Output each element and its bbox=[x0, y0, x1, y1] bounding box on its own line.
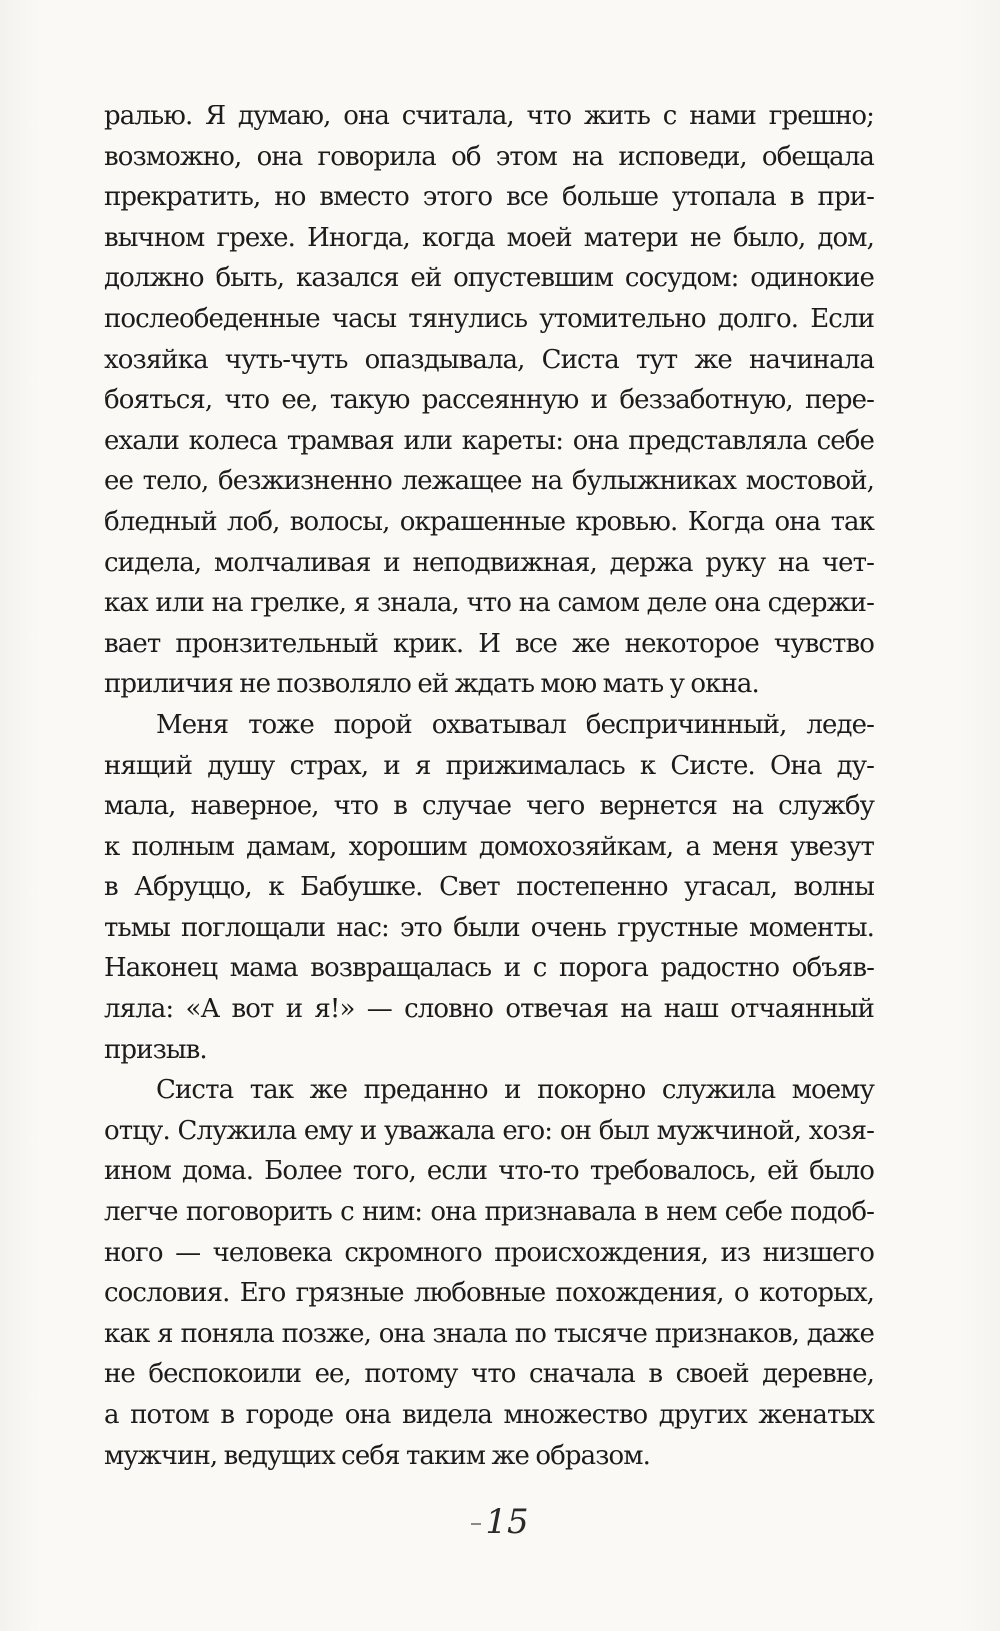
text-line: Меня тоже порой охватывал беспричинный, леде- bbox=[156, 709, 874, 740]
text-line: хозяйка чуть-чуть опаздывала, Систа тут же начинала bbox=[104, 344, 874, 375]
text-line: легче поговорить с ним: она признавала в нем себе подоб- bbox=[104, 1197, 874, 1228]
text-line: бледный лоб, волосы, окрашенные кровью. Когда она так bbox=[104, 506, 874, 537]
text-line: послеобеденные часы тянулись утомительно долго. Если bbox=[104, 303, 874, 334]
text-line: а потом в городе она видела множество других женатых bbox=[104, 1400, 874, 1430]
text-line: к полным дамам, хорошим домохозяйкам, а меня увезут bbox=[104, 831, 874, 862]
text-line: прекратить, но вместо этого все больше утопала в при- bbox=[104, 182, 874, 213]
text-line: вает пронзительный крик. И все же некоторое чувство bbox=[104, 628, 874, 659]
text-line: ее тело, безжизненно лежащее на булыжниках мостовой, bbox=[104, 466, 874, 497]
text-line: в Абруццо, к Бабушке. Свет постепенно угасал, волны bbox=[104, 872, 874, 903]
text-line: ралью. Я думаю, она считала, что жить с нами грешно; bbox=[104, 101, 874, 131]
text-line: Наконец мама возвращалась и с порога радостно объяв- bbox=[104, 953, 874, 984]
paragraph bbox=[104, 96, 874, 705]
text-line: как я поняла позже, она знала по тысяче признаков, даже bbox=[104, 1318, 874, 1349]
text-line: ного — человека скромного происхождения, из низшего bbox=[104, 1237, 874, 1268]
text-line: вычном грехе. Иногда, когда моей матери не было, дом, bbox=[104, 222, 874, 253]
body-text bbox=[104, 96, 874, 1476]
page-number-value: 15 bbox=[485, 1502, 529, 1542]
paragraph bbox=[104, 705, 874, 1070]
text-line: сидела, молчаливая и неподвижная, держа руку на чет- bbox=[104, 547, 874, 578]
text-line: приличия не позволяло ей ждать мою мать у окна. bbox=[104, 669, 759, 700]
text-line: возможно, она говорила об этом на исповеди, обещала bbox=[104, 141, 874, 172]
page-number bbox=[0, 1502, 1000, 1542]
text-line: Систа так же преданно и покорно служила моему bbox=[156, 1075, 874, 1106]
page-number-dash bbox=[471, 1523, 481, 1525]
text-line: отцу. Служила ему и уважала его: он был мужчиной, хозя- bbox=[104, 1115, 874, 1146]
text-line: ляла: «А вот и я!» — словно отвечая на наш отчаянный bbox=[104, 994, 874, 1025]
text-line: ках или на грелке, я знала, что на самом деле она сдержи- bbox=[104, 588, 874, 619]
text-line: тьмы поглощали нас: это были очень грустные моменты. bbox=[104, 912, 874, 943]
text-line: мала, наверное, что в случае чего вернется на службу bbox=[104, 791, 874, 822]
text-line: ехали колеса трамвая или кареты: она представляла себе bbox=[104, 425, 874, 456]
text-line: не беспокоили ее, потому что сначала в своей деревне, bbox=[104, 1359, 874, 1390]
text-line: бояться, что ее, такую рассеянную и беззаботную, пере- bbox=[104, 385, 874, 416]
text-line: мужчин, ведущих себя таким же образом. bbox=[104, 1440, 650, 1471]
text-line: ином дома. Более того, если что-то требовалось, ей было bbox=[104, 1156, 874, 1187]
text-line: должно быть, казался ей опустевшим сосудом: одинокие bbox=[104, 263, 874, 294]
paragraph bbox=[104, 1070, 874, 1476]
text-line: нящий душу страх, и я прижималась к Систе. Она ду- bbox=[104, 750, 874, 781]
text-line: сословия. Его грязные любовные похождения, о которых, bbox=[104, 1278, 874, 1309]
text-line: призыв. bbox=[104, 1034, 207, 1065]
